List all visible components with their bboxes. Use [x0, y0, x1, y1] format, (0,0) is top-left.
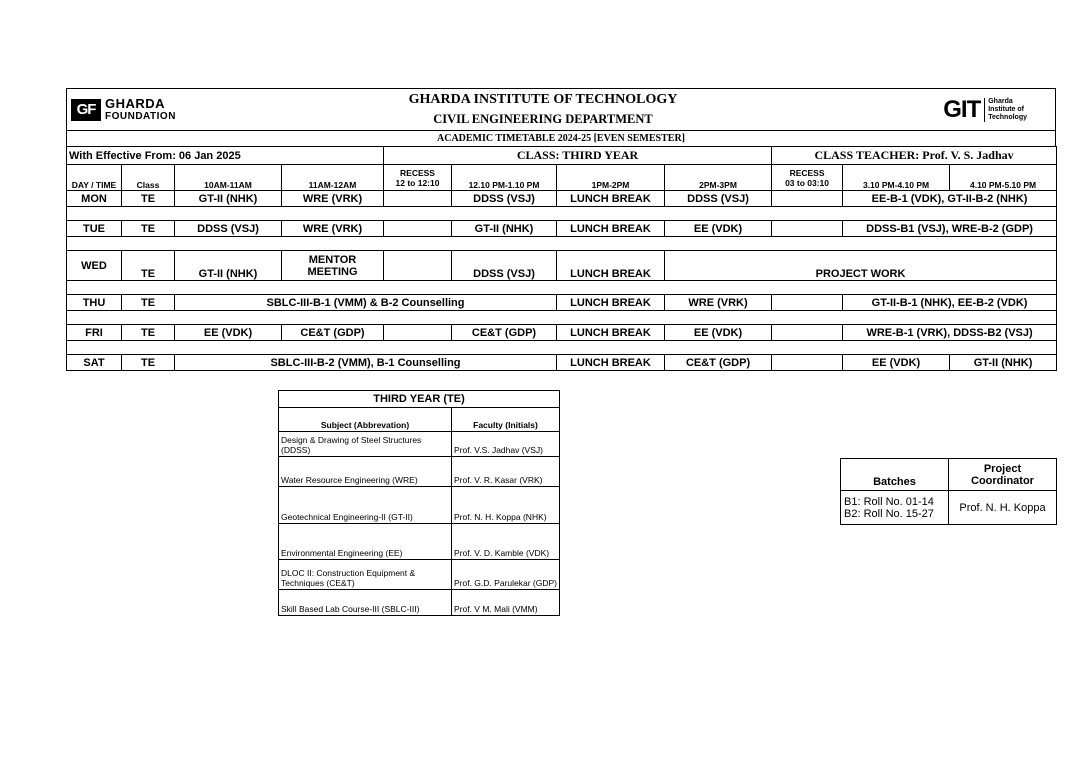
- slot-cell: DDSS-B1 (VSJ), WRE-B-2 (GDP): [843, 221, 1057, 237]
- subject-faculty-table: [278, 390, 560, 616]
- day-cell: SAT: [67, 355, 122, 371]
- slot-cell: WRE (VRK): [282, 221, 384, 237]
- mentor-label: MENTOR: [308, 253, 357, 266]
- col-day: DAY / TIME: [67, 165, 122, 191]
- slot-cell: EE (VDK): [665, 221, 772, 237]
- subject-row: [279, 432, 560, 457]
- row-thu: [67, 295, 1057, 311]
- subject-name: DLOC II: Construction Equipment & Techniques (CE&T): [279, 560, 452, 590]
- row-spacer: [67, 281, 1057, 295]
- slot-cell: EE-B-1 (VDK), GT-II-B-2 (NHK): [843, 191, 1057, 207]
- recess-cell: [384, 325, 452, 341]
- batch-list: [841, 491, 949, 525]
- recess-1-label: RECESS: [400, 167, 435, 178]
- lunch-cell: LUNCH BREAK: [557, 325, 665, 341]
- recess-cell: [772, 295, 843, 311]
- class-cell: TE: [122, 221, 175, 237]
- git-logo: [855, 89, 1056, 131]
- row-spacer: [67, 237, 1057, 251]
- row-wed: [67, 251, 1057, 281]
- recess-cell: [772, 221, 843, 237]
- recess-cell: [384, 251, 452, 281]
- day-cell: WED: [67, 251, 122, 281]
- row-tue: [67, 221, 1057, 237]
- class-cell: TE: [122, 325, 175, 341]
- class-cell: TE: [122, 295, 175, 311]
- slot-cell: SBLC-III-B-1 (VMM) & B-2 Counselling: [175, 295, 557, 311]
- faculty-name: Prof. V. D. Kamble (VDK): [452, 524, 560, 560]
- slot-cell: CE&T (GDP): [282, 325, 384, 341]
- row-spacer: [67, 311, 1057, 325]
- subject-row: [279, 590, 560, 616]
- col-slot-1: 10AM-11AM: [175, 165, 282, 191]
- coord-label-1: Project: [983, 462, 1022, 475]
- col-slot-3: 12.10 PM-1.10 PM: [452, 165, 557, 191]
- lunch-cell: LUNCH BREAK: [557, 251, 665, 281]
- class-cell: TE: [122, 355, 175, 371]
- slot-cell: CE&T (GDP): [665, 355, 772, 371]
- slot-cell: EE (VDK): [175, 325, 282, 341]
- lunch-cell: LUNCH BREAK: [557, 221, 665, 237]
- day-cell: MON: [67, 191, 122, 207]
- recess-cell: [772, 191, 843, 207]
- subject-name: Geotechnical Engineering-II (GT-II): [279, 487, 452, 524]
- faculty-name: Prof. V M. Mali (VMM): [452, 590, 560, 616]
- department-name: CIVIL ENGINEERING DEPARTMENT: [433, 112, 653, 126]
- row-sat: [67, 355, 1057, 371]
- git-logo-line-3: Technology: [988, 113, 1027, 121]
- recess-2-time: 03 to 03:10: [785, 177, 830, 188]
- class-label: CLASS: THIRD YEAR: [384, 147, 772, 165]
- slot-cell: WRE (VRK): [282, 191, 384, 207]
- col-slot-6: 3.10 PM-4.10 PM: [843, 165, 950, 191]
- institute-name: GHARDA INSTITUTE OF TECHNOLOGY: [408, 92, 678, 107]
- subject-name: Design & Drawing of Steel Structures (DDSS): [279, 432, 452, 457]
- lunch-cell: LUNCH BREAK: [557, 295, 665, 311]
- col-slot-7: 4.10 PM-5.10 PM: [950, 165, 1057, 191]
- slot-cell: CE&T (GDP): [452, 325, 557, 341]
- timetable-header: [66, 88, 1056, 147]
- git-logo-icon: GIT: [943, 95, 981, 123]
- logo-line-1: GHARDA: [105, 95, 166, 111]
- day-cell: THU: [67, 295, 122, 311]
- lunch-cell: LUNCH BREAK: [557, 355, 665, 371]
- coordinator-name: Prof. N. H. Koppa: [949, 491, 1057, 525]
- col-batches: Batches: [841, 459, 949, 491]
- slot-cell: DDSS (VSJ): [665, 191, 772, 207]
- slot-cell: GT-II (NHK): [452, 221, 557, 237]
- class-teacher: CLASS TEACHER: Prof. V. S. Jadhav: [772, 147, 1057, 165]
- slot-cell: WRE (VRK): [665, 295, 772, 311]
- slot-cell: DDSS (VSJ): [452, 251, 557, 281]
- row-fri: [67, 325, 1057, 341]
- batches-table: [840, 458, 1057, 525]
- git-logo-line-2: Institute of: [988, 105, 1025, 113]
- col-project-coordinator: [949, 459, 1057, 491]
- timetable-subtitle: ACADEMIC TIMETABLE 2024-25 [EVEN SEMESTER]: [67, 131, 1056, 147]
- class-cell: TE: [122, 251, 175, 281]
- recess-2-label: RECESS: [789, 167, 825, 178]
- git-logo-line-1: Gharda: [988, 97, 1013, 105]
- slot-cell: GT-II-B-1 (NHK), EE-B-2 (VDK): [843, 295, 1057, 311]
- subject-row: [279, 524, 560, 560]
- faculty-name: Prof. G.D. Parulekar (GDP): [452, 560, 560, 590]
- subject-row: [279, 560, 560, 590]
- col-slot-5: 2PM-3PM: [665, 165, 772, 191]
- day-cell: FRI: [67, 325, 122, 341]
- project-work-cell: PROJECT WORK: [665, 251, 1057, 281]
- recess-1-time: 12 to 12:10: [395, 177, 440, 188]
- batch-1: B1: Roll No. 01-14: [844, 495, 934, 508]
- day-cell: TUE: [67, 221, 122, 237]
- row-spacer: [67, 341, 1057, 355]
- effective-date: With Effective From: 06 Jan 2025: [67, 147, 384, 165]
- col-slot-2: 11AM-12AM: [282, 165, 384, 191]
- col-faculty: Faculty (Initials): [452, 408, 560, 432]
- faculty-name: Prof. V.S. Jadhav (VSJ): [452, 432, 560, 457]
- row-mon: [67, 191, 1057, 207]
- slot-cell: GT-II (NHK): [175, 191, 282, 207]
- meeting-label: MEETING: [307, 265, 358, 278]
- recess-cell: [384, 221, 452, 237]
- logo-line-2: FOUNDATION: [105, 110, 176, 122]
- batch-2: B2: Roll No. 15-27: [844, 507, 934, 520]
- subject-name: Environmental Engineering (EE): [279, 524, 452, 560]
- gf-logo-icon: GF: [71, 99, 101, 121]
- slot-cell: GT-II (NHK): [950, 355, 1057, 371]
- slot-cell: SBLC-III-B-2 (VMM), B-1 Counselling: [175, 355, 557, 371]
- col-slot-4: 1PM-2PM: [557, 165, 665, 191]
- col-class: Class: [122, 165, 175, 191]
- column-header-row: [67, 165, 1057, 191]
- faculty-name: Prof. N. H. Koppa (NHK): [452, 487, 560, 524]
- timetable-grid: [66, 146, 1057, 371]
- recess-cell: [772, 325, 843, 341]
- col-recess-2: [772, 165, 843, 191]
- slot-cell: EE (VDK): [665, 325, 772, 341]
- col-subject: Subject (Abbrevation): [279, 408, 452, 432]
- subject-name: Water Resource Engineering (WRE): [279, 457, 452, 487]
- slot-cell: DDSS (VSJ): [452, 191, 557, 207]
- recess-cell: [384, 191, 452, 207]
- class-cell: TE: [122, 191, 175, 207]
- subject-row: [279, 457, 560, 487]
- slot-cell: EE (VDK): [843, 355, 950, 371]
- subject-row: [279, 487, 560, 524]
- faculty-name: Prof. V. R. Kasar (VRK): [452, 457, 560, 487]
- gharda-foundation-logo: [67, 89, 232, 131]
- slot-cell: DDSS (VSJ): [175, 221, 282, 237]
- slot-cell: GT-II (NHK): [175, 251, 282, 281]
- row-spacer: [67, 207, 1057, 221]
- coord-label-2: Coordinator: [971, 474, 1034, 487]
- slot-cell: WRE-B-1 (VRK), DDSS-B2 (VSJ): [843, 325, 1057, 341]
- lunch-cell: LUNCH BREAK: [557, 191, 665, 207]
- subject-table-title: THIRD YEAR (TE): [279, 391, 560, 408]
- subject-name: Skill Based Lab Course-III (SBLC-III): [279, 590, 452, 616]
- col-recess-1: [384, 165, 452, 191]
- mentor-meeting-cell: [282, 251, 384, 281]
- recess-cell: [772, 355, 843, 371]
